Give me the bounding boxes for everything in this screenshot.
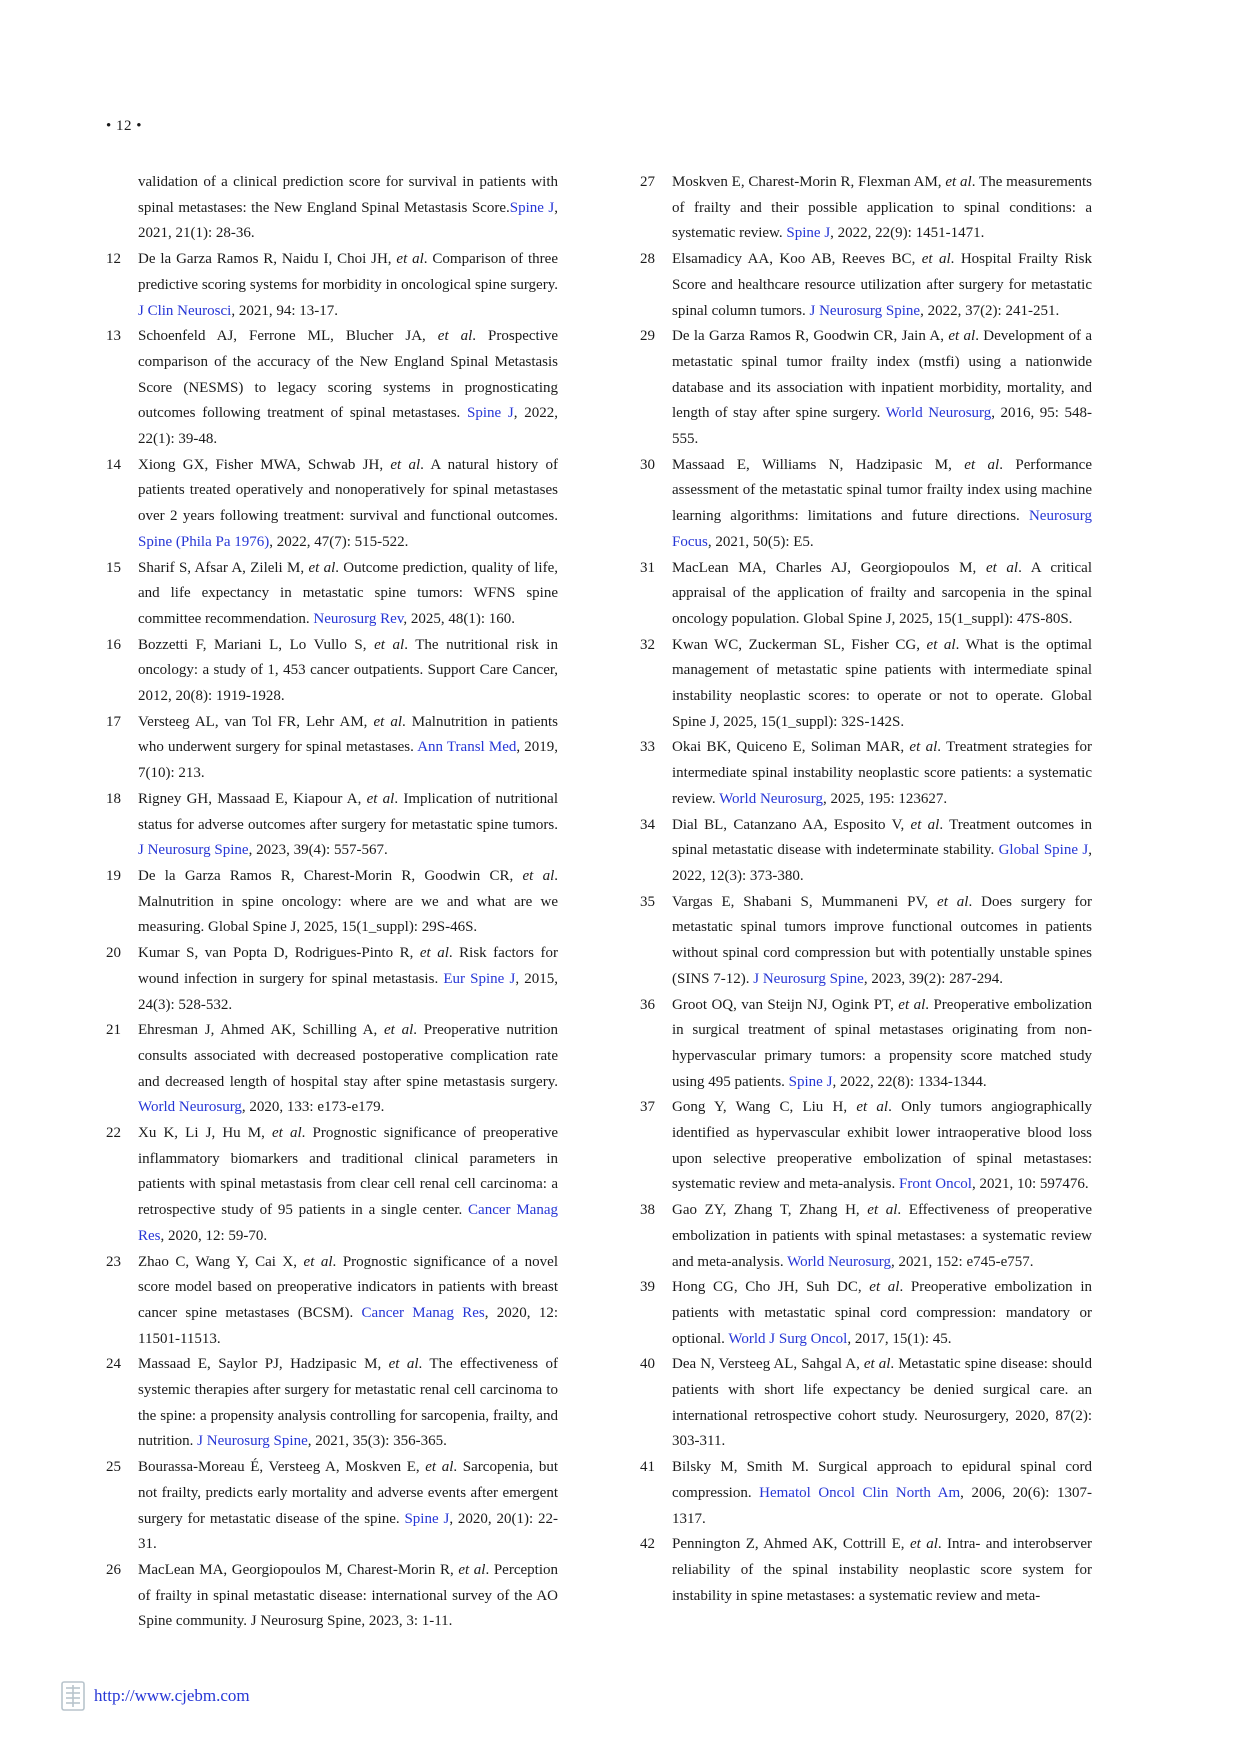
reference-number: 42 xyxy=(640,1536,655,1553)
reference-journal-link[interactable]: Hematol Oncol Clin North Am xyxy=(759,1484,961,1501)
reference-number: 13 xyxy=(106,328,121,345)
reference-citation: , 2020, 20(1): 22-31. xyxy=(138,1510,559,1553)
reference-number: 16 xyxy=(106,636,121,653)
reference-number: 12 xyxy=(106,251,121,268)
reference-title: . Risk factors for wound infection in surgery for spinal metastasis. xyxy=(138,945,559,987)
reference-journal-link[interactable]: Spine J xyxy=(786,225,831,242)
reference-citation: , 2019, 7(10): 213. xyxy=(138,739,559,782)
reference-number: 22 xyxy=(106,1125,121,1142)
reference-journal-link[interactable]: Neurosurg Focus xyxy=(672,508,1092,550)
reference-etal: et al xyxy=(909,739,938,756)
reference-number: 40 xyxy=(640,1356,655,1373)
reference-citation: , 2021, 21(1): 28-36. xyxy=(138,199,558,242)
reference-etal: et al xyxy=(964,456,1000,473)
reference-number: 34 xyxy=(640,816,655,833)
reference-item xyxy=(640,1532,1092,1609)
reference-etal: et al xyxy=(898,996,926,1013)
reference-citation: , 2015, 24(3): 528-532. xyxy=(138,970,558,1013)
reference-authors: Xu K, Li J, Hu M, xyxy=(138,1125,273,1142)
reference-title: . Comparison of three predictive scoring systems for morbidity in oncological spine surgery. xyxy=(138,251,558,293)
reference-number: 14 xyxy=(106,456,121,473)
reference-item xyxy=(106,1121,558,1250)
reference-etal: et al xyxy=(373,713,402,730)
reference-item xyxy=(640,1275,1092,1352)
reference-item xyxy=(106,787,558,864)
reference-title: . Development of a metastatic spinal tumor frailty index (mstfi) using a nationwide database and its association with inpatient morbidity, mortality, and length of stay after spine surgery. xyxy=(672,328,1092,422)
reference-number: 25 xyxy=(106,1459,121,1476)
footer xyxy=(60,1680,250,1712)
reference-etal: et al xyxy=(437,328,473,345)
reference-title: . The nutritional risk in oncology: a study of 1, 453 cancer outpatients. Support Care Cancer, 2012, 20(8): 1919-1928. xyxy=(138,636,558,705)
reference-authors: De la Garza Ramos R, Goodwin CR, Jain A, xyxy=(672,328,949,345)
reference-citation: , 2017, 15(1): 45. xyxy=(847,1330,952,1347)
reference-citation: , 2022, 47(7): 515-522. xyxy=(269,533,409,550)
reference-citation: , 2022, 12(3): 373-380. xyxy=(672,842,1092,884)
reference-etal: et al xyxy=(945,174,972,190)
reference-item xyxy=(640,890,1092,993)
reference-item xyxy=(106,1018,558,1121)
reference-citation: , 2020, 12: 11501-11513. xyxy=(138,1304,558,1347)
reference-title: . The measurements of frailty and their possible application to spinal conditions: a systematic review. xyxy=(672,174,1092,242)
reference-title: . Treatment outcomes in spinal metastatic disease with indeterminate stability. xyxy=(672,816,1093,859)
reference-title: . Prognostic significance of a novel score model based on preoperative indicators in patients with breast cancer spine metastases (BCSM). xyxy=(138,1253,558,1321)
reference-item xyxy=(106,453,558,556)
reference-authors: Vargas E, Shabani S, Mummaneni PV, xyxy=(672,893,938,910)
reference-title: . Effectiveness of preoperative embolization in patients with spinal metastases: a systematic review and meta-analysis. xyxy=(672,1202,1092,1270)
reference-journal-link[interactable]: World Neurosurg xyxy=(787,1253,892,1270)
reference-item xyxy=(106,864,558,941)
reference-authors: Bourassa-Moreau É, Versteeg A, Moskven E, xyxy=(138,1459,426,1476)
reference-authors: Sharif S, Afsar A, Zileli M, xyxy=(138,559,309,576)
reference-item xyxy=(640,813,1092,890)
reference-etal: et al xyxy=(522,867,555,884)
reference-item xyxy=(640,556,1092,633)
reference-item xyxy=(106,324,558,453)
reference-title: . Metastatic spine disease: should patients with short life expectancy be denied surgical care. an international retrospective cohort study. Neurosurgery, 2020, 87(2): 303-311. xyxy=(672,1356,1092,1450)
reference-citation: , 2006, 20(6): 1307-1317. xyxy=(672,1484,1092,1527)
reference-authors: Dial BL, Catanzano AA, Esposito V, xyxy=(672,816,911,833)
reference-item xyxy=(640,1095,1092,1198)
reference-etal: et al xyxy=(910,816,940,833)
reference-number: 37 xyxy=(640,1099,655,1116)
reference-title: . Treatment strategies for intermediate spinal instability neoplastic score patients: a systematic review. xyxy=(672,739,1092,807)
reference-title: . Perception of frailty in spinal metastatic disease: international survey of the AO Spine community. J Neurosurg Spine, 2023, 3: 1-11. xyxy=(138,1561,558,1630)
reference-title: . Outcome prediction, quality of life, and life expectancy in metastatic spine tumors: WFNS spine committee recommendation. xyxy=(138,559,558,627)
reference-authors: Bilsky M, Smith M. Surgical approach to epidural spinal cord compression. xyxy=(672,1459,1092,1501)
reference-item xyxy=(106,556,558,633)
reference-journal-link[interactable]: Spine J xyxy=(509,199,555,216)
reference-authors: De la Garza Ramos R, Charest-Morin R, Goodwin CR, xyxy=(138,867,523,884)
reference-authors: Hong CG, Cho JH, Suh DC, xyxy=(672,1279,870,1296)
reference-item xyxy=(106,1558,558,1635)
reference-authors: Xiong GX, Fisher MWA, Schwab JH, xyxy=(138,456,391,473)
reference-citation: , 2022, 22(8): 1334-1344. xyxy=(832,1073,987,1090)
reference-item xyxy=(640,735,1092,812)
reference-citation: , 2016, 95: 548-555. xyxy=(672,405,1092,448)
reference-authors: Pennington Z, Ahmed AK, Cottrill E, xyxy=(672,1536,910,1553)
reference-number: 36 xyxy=(640,996,655,1013)
reference-etal: et al xyxy=(856,1099,889,1116)
reference-journal-link[interactable]: Spine (Phila Pa 1976) xyxy=(138,533,270,550)
reference-number: 29 xyxy=(640,328,655,345)
reference-etal: et al xyxy=(909,1536,938,1553)
reference-title: . Preoperative embolization in patients with metastatic spinal cord compression: mandatory or optional. xyxy=(672,1279,1093,1347)
reference-number: 32 xyxy=(640,636,655,653)
reference-title: . Malnutrition in spine oncology: where are we and what are we measuring. Global Spine J, 2025, 15(1_suppl): 29S-46S. xyxy=(138,867,558,936)
reference-item xyxy=(640,324,1092,453)
footer-url-link[interactable]: http://www.cjebm.com xyxy=(94,1686,250,1705)
reference-number: 20 xyxy=(106,945,121,962)
reference-authors: Dea N, Versteeg AL, Sahgal A, xyxy=(672,1356,864,1373)
reference-title: . Only tumors angiographically identified as hypervascular exhibit lower intraoperative blood loss upon selective preoperative embolization of spinal metastases: systematic review and meta-analysis. xyxy=(672,1099,1092,1193)
reference-etal: et al xyxy=(419,945,449,962)
reference-journal-link[interactable]: Spine J xyxy=(404,1510,450,1527)
reference-etal: et al xyxy=(388,1356,419,1373)
reference-title: . Malnutrition in patients who underwent surgery for spinal metastases. xyxy=(138,713,558,756)
reference-etal: et al xyxy=(425,1459,454,1476)
reference-item xyxy=(640,633,1092,736)
reference-etal: et al xyxy=(303,1253,333,1270)
reference-title: . Does surgery for metastatic spinal tumors improve functional outcomes in patients without spinal cord compression but with potentially unstable spines (SINS 7-12). xyxy=(672,893,1092,987)
reference-journal-link[interactable]: World J Surg Oncol xyxy=(728,1330,848,1347)
reference-citation: , 2021, 35(3): 356-365. xyxy=(307,1433,447,1450)
reference-citation: , 2020, 133: e173-e179. xyxy=(241,1099,385,1116)
reference-title: . Performance assessment of the metastatic spinal tumor frailty index using machine learning algorithms: limitations and future directions. xyxy=(672,456,1092,525)
reference-journal-link[interactable]: Cancer Manag Res xyxy=(138,1202,558,1244)
reference-number: 24 xyxy=(106,1356,121,1373)
reference-item xyxy=(640,1352,1092,1455)
reference-citation: , 2021, 50(5): E5. xyxy=(707,533,814,550)
reference-title: . Preoperative embolization in surgical treatment of spinal metastases originating from non-hypervascular primary tumors: a propensity score matched study using 495 patients. xyxy=(672,996,1093,1090)
reference-authors: Massaad E, Williams N, Hadzipasic M, xyxy=(672,456,965,473)
reference-title: . The effectiveness of systemic therapies after surgery for metastatic renal cell carcinoma to the spine: a propensity analysis controlling for sarcopenia, frailty, and nutrition. xyxy=(138,1356,559,1450)
reference-authors: Bozzetti F, Mariani L, Lo Vullo S, xyxy=(138,636,375,653)
reference-item xyxy=(106,1352,558,1455)
reference-number: 28 xyxy=(640,251,655,268)
reference-item xyxy=(640,1455,1092,1532)
page-number: • 12 • xyxy=(106,118,143,134)
reference-title: . Preoperative nutrition consults associated with decreased postoperative complication rate and decreased length of hospital stay after spine metastasis surgery. xyxy=(138,1022,558,1090)
reference-number: 15 xyxy=(106,559,121,576)
reference-authors: Zhao C, Wang Y, Cai X, xyxy=(138,1253,304,1270)
reference-item xyxy=(640,993,1092,1096)
reference-title: . Sarcopenia, but not frailty, predicts early mortality and adverse events after emergent surgery for metastatic disease of the spine. xyxy=(138,1459,558,1527)
reference-title: . A natural history of patients treated operatively and nonoperatively for spinal metastases over 2 years following treatment: survival and functional outcomes. xyxy=(138,456,558,525)
reference-number: 30 xyxy=(640,456,655,473)
reference-number: 23 xyxy=(106,1253,121,1270)
reference-citation: , 2021, 94: 13-17. xyxy=(231,302,338,319)
reference-journal-link[interactable]: Ann Transl Med xyxy=(417,739,517,756)
reference-number: 21 xyxy=(106,1022,121,1039)
reference-authors: Kumar S, van Popta D, Rodrigues-Pinto R, xyxy=(138,945,420,962)
reference-item xyxy=(106,1250,558,1353)
reference-authors: Moskven E, Charest-Morin R, Flexman AM, xyxy=(672,174,946,190)
reference-etal: et al xyxy=(926,636,956,653)
reference-journal-link[interactable]: J Neurosurg Spine xyxy=(809,302,921,319)
reference-number: 31 xyxy=(640,559,655,576)
reference-journal-link[interactable]: J Neurosurg Spine xyxy=(197,1433,308,1450)
reference-authors: Gao ZY, Zhang T, Zhang H, xyxy=(672,1202,868,1219)
reference-etal: et al xyxy=(937,893,969,910)
reference-journal-link[interactable]: Neurosurg Rev xyxy=(313,610,404,627)
reference-item xyxy=(640,453,1092,556)
reference-citation: , 2020, 12: 59-70. xyxy=(160,1227,268,1244)
reference-number: 18 xyxy=(106,790,121,807)
reference-number: 26 xyxy=(106,1561,121,1578)
reference-authors: Rigney GH, Massaad E, Kiapour A, xyxy=(138,790,367,807)
reference-citation: , 2023, 39(2): 287-294. xyxy=(863,970,1003,987)
reference-journal-link[interactable]: World Neurosurg xyxy=(885,405,992,422)
reference-citation: , 2022, 22(1): 39-48. xyxy=(138,405,558,448)
reference-number: 38 xyxy=(640,1202,655,1219)
reference-journal-link[interactable]: World Neurosurg xyxy=(138,1099,242,1116)
reference-title: . Intra- and interobserver reliability of the spinal instability neoplastic score system for instability in spine metastases: a systematic review and meta- xyxy=(672,1536,1092,1604)
reference-citation: , 2023, 39(4): 557-567. xyxy=(248,842,388,859)
reference-item xyxy=(640,1198,1092,1275)
reference-etal: et al xyxy=(383,1022,414,1039)
reference-etal: et al xyxy=(390,456,421,473)
reference-etal: et al xyxy=(272,1125,302,1142)
reference-title: . Implication of nutritional status for adverse outcomes after surgery for metastatic spine tumors. xyxy=(138,790,558,833)
reference-authors: Ehresman J, Ahmed AK, Schilling A, xyxy=(138,1022,384,1039)
reference-etal: et al xyxy=(985,559,1019,576)
reference-item xyxy=(106,710,558,787)
reference-citation: , 2022, 37(2): 241-251. xyxy=(920,302,1060,319)
reference-authors: Gong Y, Wang C, Liu H, xyxy=(672,1099,857,1116)
reference-citation: , 2022, 22(9): 1451-1471. xyxy=(830,225,985,242)
reference-etal: et al xyxy=(867,1202,898,1219)
reference-title: . Prognostic significance of preoperative inflammatory biomarkers and traditional clinical parameters in patients with spinal metastasis from clear cell renal cell carcinoma: a retrospective study of 95 patients in a single center. xyxy=(138,1125,558,1219)
reference-title: . Hospital Frailty Risk Score and healthcare resource utilization after surgery for metastatic spinal column tumors. xyxy=(672,251,1092,319)
reference-journal-link[interactable]: World Neurosurg xyxy=(719,790,823,807)
reference-item xyxy=(106,941,558,1018)
reference-title: . What is the optimal management of metastatic spine patients with intermediate spinal instability neoplastic scores: to operate or not to operate. Global Spine J, 2025, 15(1_suppl): 32S-142S. xyxy=(672,636,1092,730)
reference-number: 35 xyxy=(640,893,655,910)
reference-journal-link[interactable]: Front Oncol xyxy=(899,1176,972,1193)
reference-citation: , 2025, 195: 123627. xyxy=(823,790,948,807)
reference-etal: et al xyxy=(948,328,976,345)
reference-number: 19 xyxy=(106,867,121,884)
references-right-column xyxy=(640,170,1092,1609)
reference-number: 17 xyxy=(106,713,121,730)
reference-etal: et al xyxy=(374,636,405,653)
reference-journal-link[interactable]: Eur Spine J xyxy=(443,970,516,987)
reference-authors: Massaad E, Saylor PJ, Hadzipasic M, xyxy=(138,1356,389,1373)
reference-title: . A critical appraisal of the application of frailty and sarcopenia in the spinal oncology population. Global Spine J, 2025, 15(1_suppl): 47S-80S. xyxy=(672,559,1093,627)
reference-citation: , 2021, 10: 597476. xyxy=(971,1176,1089,1193)
reference-item xyxy=(640,247,1092,324)
reference-etal: et al xyxy=(396,251,424,268)
reference-number: 39 xyxy=(640,1279,655,1296)
reference-authors: Schoenfeld AJ, Ferrone ML, Blucher JA, xyxy=(138,328,438,345)
reference-journal-link[interactable]: Global Spine J xyxy=(998,842,1089,859)
references-left-column xyxy=(106,170,558,1635)
reference-journal-link[interactable]: J Neurosurg Spine xyxy=(138,842,249,859)
reference-etal: et al xyxy=(863,1356,891,1373)
reference-authors: MacLean MA, Georgiopoulos M, Charest-Morin R, xyxy=(138,1561,459,1578)
reference-item xyxy=(106,1455,558,1558)
reference-item xyxy=(640,170,1092,247)
reference-journal-link[interactable]: Spine J xyxy=(467,405,514,422)
reference-authors: Elsamadicy AA, Koo AB, Reeves BC, xyxy=(672,251,922,268)
reference-journal-link[interactable]: J Neurosurg Spine xyxy=(753,970,864,987)
reference-authors: Groot OQ, van Steijn NJ, Ogink PT, xyxy=(672,996,899,1013)
reference-authors: validation of a clinical prediction score for survival in patients with spinal metastases: the New England Spinal Metastasis Score. xyxy=(138,174,558,216)
reference-authors: MacLean MA, Charles AJ, Georgiopoulos M, xyxy=(672,559,986,576)
reference-item xyxy=(106,633,558,710)
reference-etal: et al xyxy=(366,790,395,807)
reference-number: 27 xyxy=(640,174,655,190)
reference-item xyxy=(106,247,558,324)
reference-citation: , 2021, 152: e745-e757. xyxy=(891,1253,1034,1270)
reference-etal: et al xyxy=(921,251,951,268)
reference-etal: et al xyxy=(458,1561,486,1578)
reference-etal: et al xyxy=(869,1279,900,1296)
reference-authors: De la Garza Ramos R, Naidu I, Choi JH, xyxy=(138,251,397,268)
reference-item xyxy=(106,170,558,247)
reference-authors: Kwan WC, Zuckerman SL, Fisher CG, xyxy=(672,636,927,653)
reference-journal-link[interactable]: Spine J xyxy=(788,1073,833,1090)
reference-journal-link[interactable]: Cancer Manag Res xyxy=(361,1304,485,1321)
reference-authors: Versteeg AL, van Tol FR, Lehr AM, xyxy=(138,713,374,730)
journal-logo-icon xyxy=(60,1680,86,1712)
reference-authors: Okai BK, Quiceno E, Soliman MAR, xyxy=(672,739,910,756)
reference-citation: , 2025, 48(1): 160. xyxy=(403,610,516,627)
reference-etal: et al xyxy=(308,559,336,576)
reference-number: 41 xyxy=(640,1459,655,1476)
reference-journal-link[interactable]: J Clin Neurosci xyxy=(138,302,232,319)
reference-title: . Prospective comparison of the accuracy of the New England Spinal Metastasis Score (NESMS) to legacy scoring systems in prognosticating outcomes following treatment of spinal metastases. xyxy=(138,328,559,422)
reference-number: 33 xyxy=(640,739,655,756)
